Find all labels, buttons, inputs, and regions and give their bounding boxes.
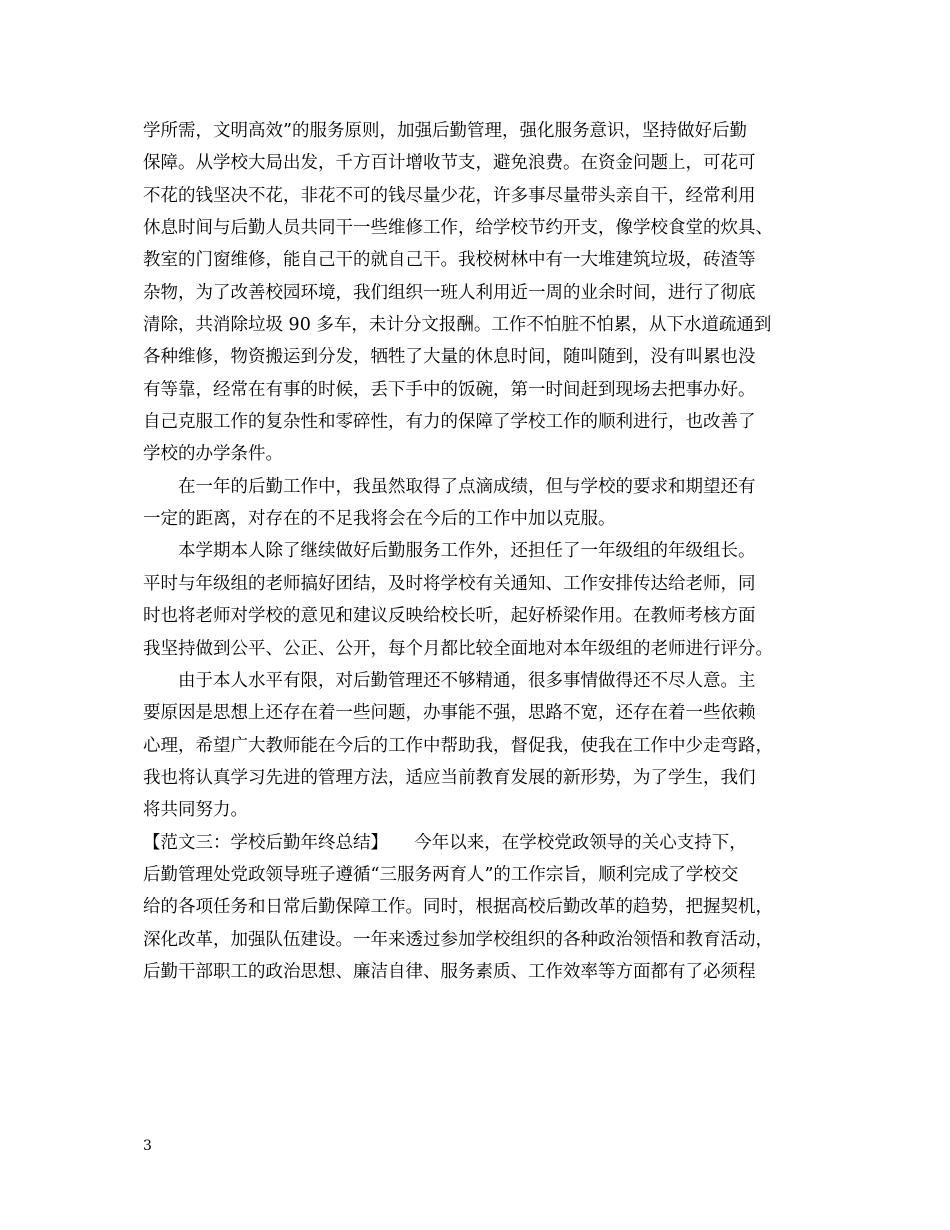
body-text [143, 115, 823, 988]
text-line: 自己克服工作的复杂性和零碎性，有力的保障了学校工作的顺利进行，也改善了 [143, 412, 756, 433]
text-line: 学校的办学条件。 [143, 444, 283, 465]
text-line: 我坚持做到公平、公正、公开，每个月都比较全面地对本年级组的老师进行评分。 [143, 638, 773, 659]
text-line: 杂物，为了改善校园环境，我们组织一班人利用近一周的业余时间，进行了彻底 [143, 282, 756, 303]
text-line: 在一年的后勤工作中，我虽然取得了点滴成绩，但与学校的要求和期望还有 [143, 476, 756, 497]
text-line: 平时与年级组的老师搞好团结，及时将学校有关通知、工作安排传达给老师，同 [143, 573, 756, 594]
text-line: 学所需，文明高效”的服务原则，加强后勤管理，强化服务意识，坚持做好后勤 [143, 121, 747, 141]
text-line: 后勤管理处党政领导班子遵循“三服务两育人”的工作宗旨，顺利完成了学校交 [143, 864, 739, 885]
text-line: 本学期本人除了继续做好后勤服务工作外，还担任了一年级组的年级组长。 [143, 541, 756, 562]
text-line: 保障。从学校大局出发，千方百计增收节支，避免浪费。在资金问题上，可花可 [143, 153, 756, 174]
text-line: 我也将认真学习先进的管理方法，适应当前教育发展的新形势，为了学生，我们 [143, 767, 756, 788]
text-line: 深化改革，加强队伍建设。一年来透过参加学校组织的各种政治领悟和教育活动， [143, 929, 773, 950]
text-line: 教室的门窗维修，能自己干的就自己干。我校树林中有一大堆建筑垃圾，砖渣等 [143, 250, 756, 271]
text-line: 由于本人水平有限，对后勤管理还不够精通，很多事情做得还不尽人意。主 [143, 670, 756, 691]
text-line: 将共同努力。 [143, 800, 248, 821]
text-line: 【范文三：学校后勤年终总结】 今年以来，在学校党政领导的关心支持下， [143, 832, 747, 853]
page-number: 3 [143, 1138, 152, 1154]
text-line: 心理，希望广大教师能在今后的工作中帮助我，督促我，使我在工作中少走弯路， [143, 735, 773, 756]
text-line: 要原因是思想上还存在着一些问题，办事能不强，思路不宽，还存在着一些依赖 [143, 703, 756, 724]
text-line: 后勤干部职工的政治思想、廉洁自律、服务素质、工作效率等方面都有了必须程 [143, 961, 756, 982]
text-line: 清除，共消除垃圾 90 多车，未计分文报酬。工作不怕脏不怕累，从下水道疏通到 [143, 315, 772, 336]
text-line: 一定的距离，对存在的不足我将会在今后的工作中加以克服。 [143, 509, 616, 530]
text-line: 不花的钱坚决不花，非花不可的钱尽量少花，许多事尽量带头亲自干，经常利用 [143, 185, 756, 206]
text-line: 各种维修，物资搬运到分发，牺牲了大量的休息时间，随叫随到，没有叫累也没 [143, 347, 756, 368]
text-line: 休息时间与后勤人员共同干一些维修工作，给学校节约开支，像学校食堂的炊具、 [143, 218, 773, 239]
text-line: 有等靠，经常在有事的时候，丢下手中的饭碗，第一时间赶到现场去把事办好。 [143, 379, 756, 400]
text-line: 给的各项任务和日常后勤保障工作。同时，根据高校后勤改革的趋势，把握契机， [143, 897, 773, 918]
text-line: 时也将老师对学校的意见和建议反映给校长听，起好桥梁作用。在教师考核方面 [143, 606, 756, 627]
